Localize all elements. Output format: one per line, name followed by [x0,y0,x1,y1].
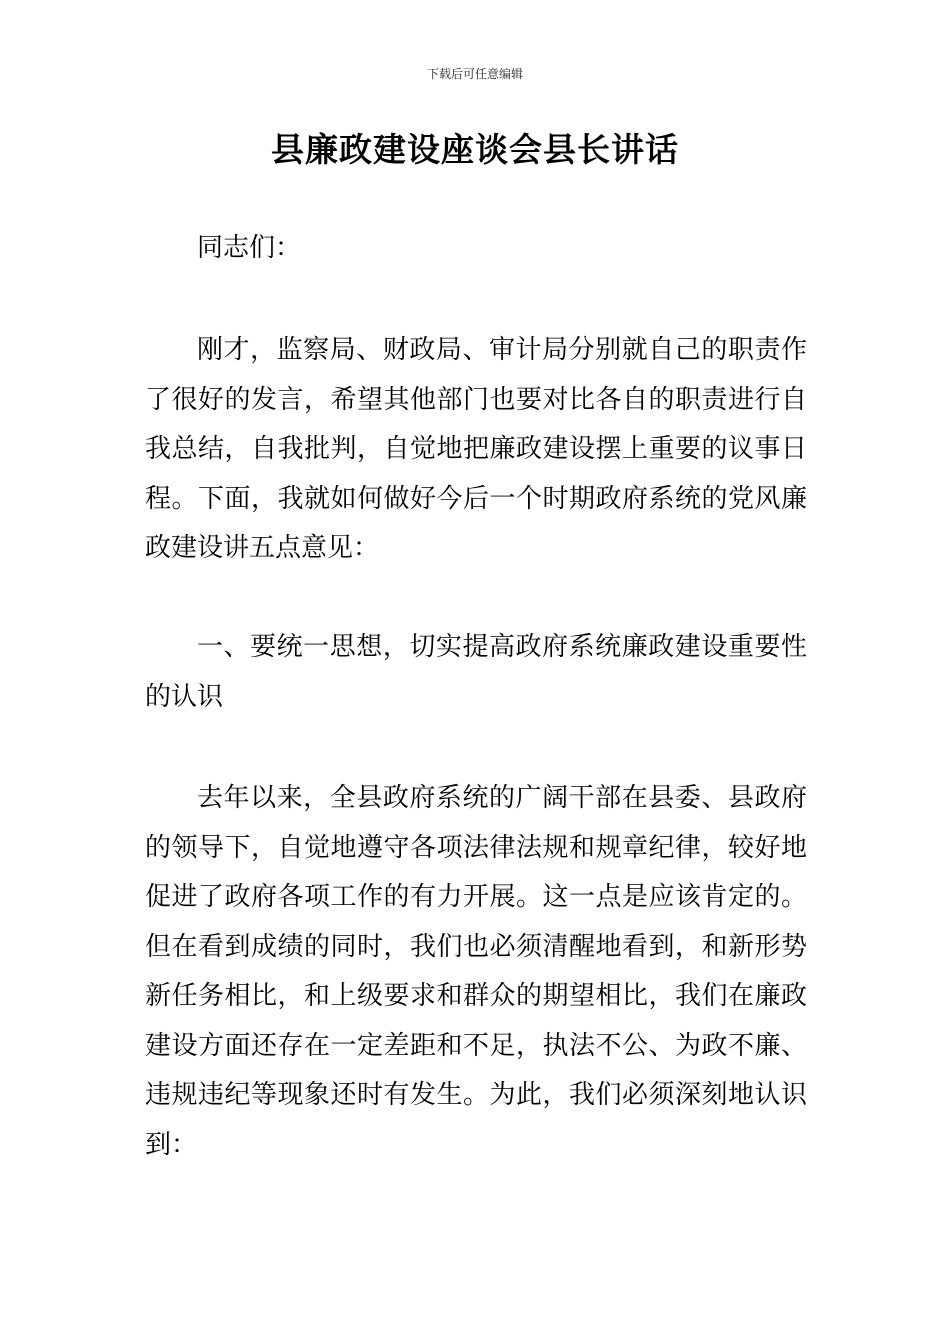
header-note: 下载后可任意编辑 [426,67,523,81]
section-heading-1: 一、要统一思想，切实提高政府系统廉政建设重要性的认识 [145,632,807,712]
greeting-paragraph: 同志们： [197,233,302,263]
document-title: 县廉政建设座谈会县长讲话 [271,130,679,169]
section-body-paragraph: 去年以来，全县政府系统的广阔干部在县委、县政府的领导下，自觉地遵守各项法律法规和规章纪律，较好地促进了政府各项工作的有力开展。这一点是应该肯定的。但在看到成绩的同时，我们也必须清醒地看到，和新形势新任务相比，和上级要求和群众的期望相比，我们在廉政建设方面还存在一定差距和不足，执法不公、为政不廉、违规违纪等现象还时有发生。为此，我们必须深刻地认识到： [145,783,807,1160]
intro-paragraph: 刚才，监察局、财政局、审计局分别就自己的职责作了很好的发言，希望其他部门也要对比各自的职责进行自我总结，自我批判，自觉地把廉政建设摆上重要的议事日程。下面，我就如何做好今后一个时期政府系统的党风廉政建设讲五点意见： [145,335,807,563]
